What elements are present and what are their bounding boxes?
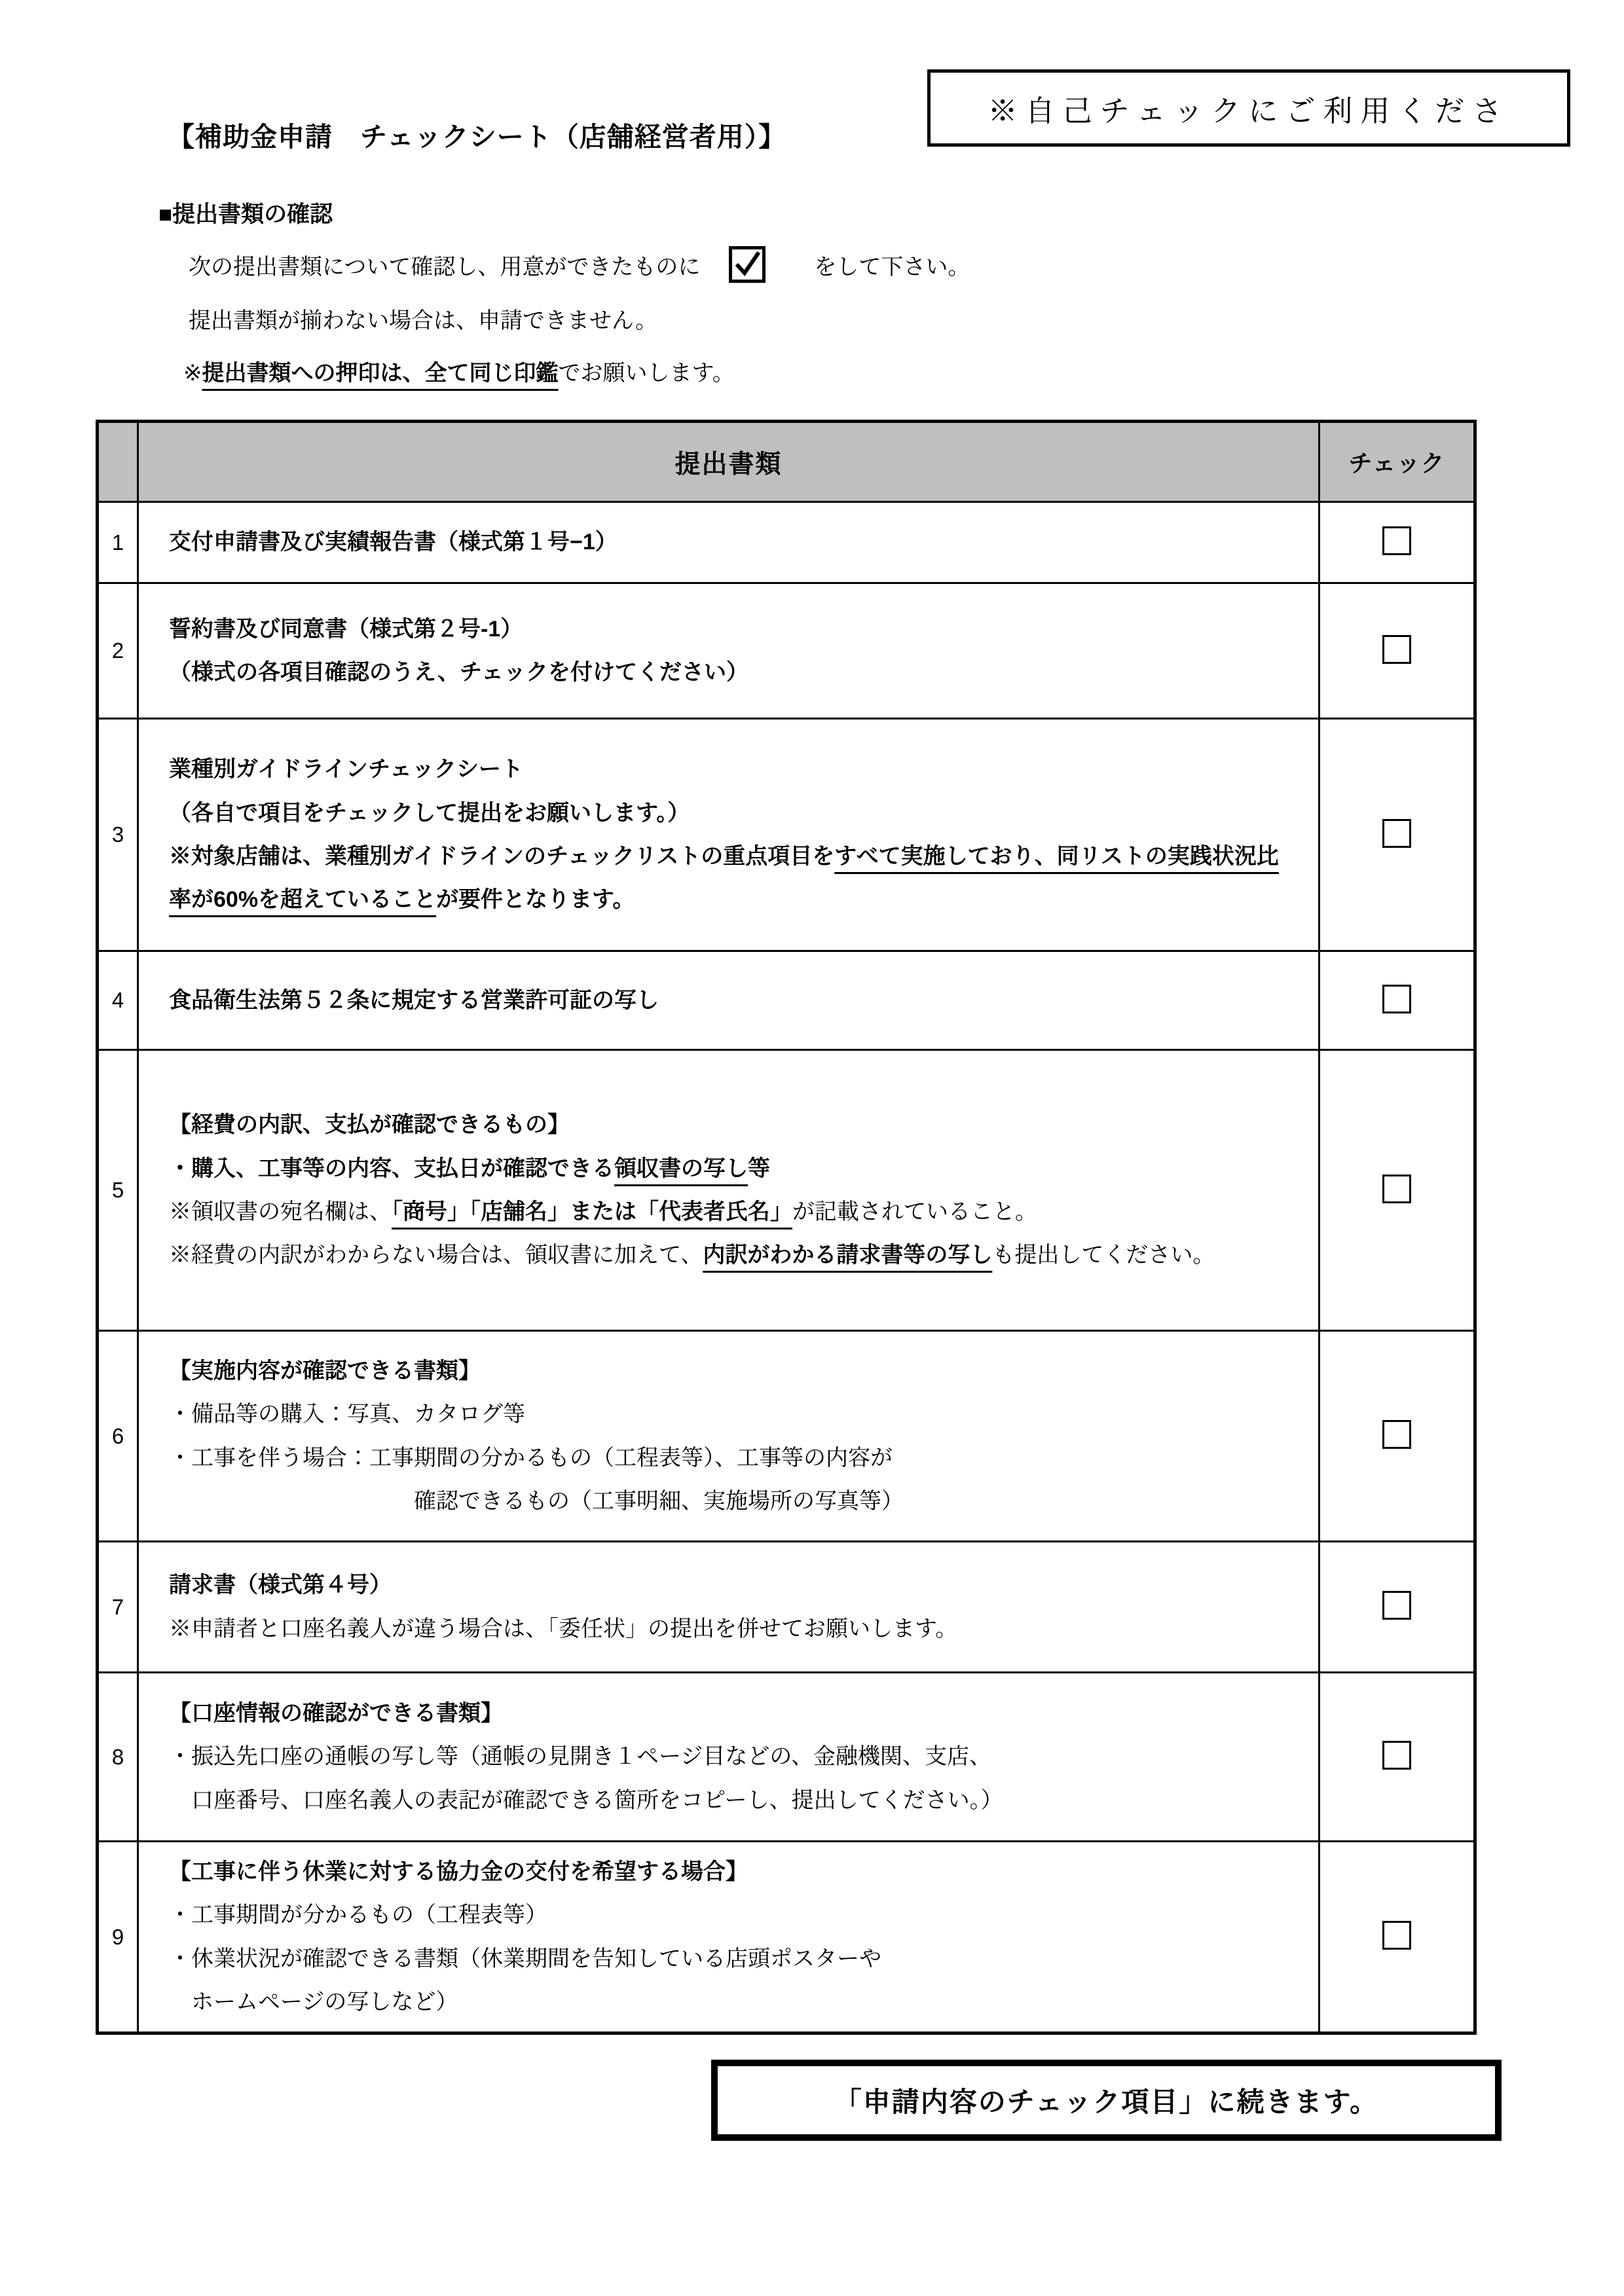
self-check-note-text: ※自己チェックにご利用くださ (987, 94, 1510, 128)
row-check-cell (1320, 502, 1475, 583)
row-number: 1 (98, 502, 138, 583)
page-title: 【補助金申請 チェックシート（店舗経営者用）】 (168, 122, 786, 152)
doc-text-segment: ※領収書の宛名欄は、 (169, 1199, 392, 1224)
section-heading: ■提出書類の確認 (158, 202, 333, 227)
header-number-cell (98, 422, 138, 502)
table-row (98, 1673, 1475, 1842)
row-documents-text (138, 1673, 1320, 1842)
row-checkbox[interactable] (1382, 1420, 1411, 1449)
doc-line (169, 748, 1295, 791)
row-number: 4 (98, 951, 138, 1050)
header-documents-cell: 提出書類 (138, 422, 1320, 502)
doc-line (169, 792, 1295, 835)
doc-line (169, 1980, 1295, 2024)
row-check-cell (1320, 1673, 1475, 1842)
doc-text-segment: 口座番号、口座名義人の表記が確認できる箇所をコピーし、提出してください。） (169, 1787, 1003, 1813)
row-documents-text (138, 1050, 1320, 1331)
doc-text-segment: （様式の各項目確認のうえ、チェックを付けてください） (169, 660, 749, 685)
doc-text-segment: 領収書の写し (614, 1156, 748, 1181)
doc-text-segment: すべて実施しており、同リストの実践状況比率が60%を超えていること (169, 844, 1279, 913)
row-number: 2 (98, 583, 138, 719)
doc-text-segment: （各自で項目をチェックして提出をお願いします。） (169, 800, 690, 826)
doc-line (169, 1190, 1295, 1233)
doc-text-segment: も提出してください。 (992, 1243, 1215, 1268)
doc-line (169, 1480, 1295, 1523)
row-check-cell (1320, 1542, 1475, 1673)
doc-text-segment: 交付申請書及び実績報告書（様式第１号−1） (169, 530, 618, 555)
doc-text-segment: 確認できるもの（工事明細、実施場所の写真等） (169, 1488, 904, 1514)
intro-note-suffix: でお願いします。 (558, 361, 735, 386)
row-check-cell (1320, 951, 1475, 1050)
doc-text-segment: ・工事期間が分かるもの（工程表等） (169, 1903, 547, 1928)
intro-line1-before: 次の提出書類について確認し、用意ができたものに (189, 254, 701, 280)
intro-line-2: 提出書類が揃わない場合は、申請できません。 (189, 308, 658, 333)
row-number: 3 (98, 719, 138, 951)
doc-text-segment: ※対象店舗は、業種別ガイドラインのチェックリストの重点項目を (169, 844, 835, 869)
doc-text-segment: 等 (748, 1156, 770, 1181)
doc-text-segment: 【実施内容が確認できる書類】 (169, 1358, 481, 1383)
row-checkbox[interactable] (1382, 1591, 1411, 1620)
doc-line (169, 1735, 1295, 1778)
doc-line (169, 1436, 1295, 1480)
doc-line (169, 608, 1295, 651)
doc-line (169, 1607, 1295, 1650)
doc-text-segment: が要件となります。 (436, 887, 635, 913)
doc-text-segment: 業種別ガイドラインチェックシート (169, 757, 523, 782)
row-checkbox[interactable] (1382, 985, 1411, 1013)
doc-line (169, 1937, 1295, 1980)
intro-note-emphasis: 提出書類への押印は、全て同じ印鑑 (202, 361, 559, 386)
row-checkbox[interactable] (1382, 635, 1411, 664)
row-check-cell (1320, 1842, 1475, 2033)
intro-note-prefix: ※ (183, 361, 202, 386)
row-documents-text (138, 583, 1320, 719)
doc-text-segment: 【工事に伴う休業に対する協力金の交付を希望する場合】 (169, 1859, 748, 1884)
row-check-cell (1320, 1331, 1475, 1542)
row-checkbox[interactable] (1382, 1741, 1411, 1770)
row-number: 7 (98, 1542, 138, 1673)
table-row (98, 1542, 1475, 1673)
doc-text-segment: が記載されていること。 (792, 1199, 1037, 1224)
table-row (98, 719, 1475, 951)
doc-text-segment: ・購入、工事等の内容、支払日が確認できる (169, 1156, 614, 1181)
continue-note-box (711, 2060, 1502, 2141)
table-row (98, 1842, 1475, 2033)
doc-line (169, 1893, 1295, 1937)
doc-text-segment: ※経費の内訳がわからない場合は、領収書に加えて、 (169, 1243, 703, 1268)
doc-line (169, 1147, 1295, 1190)
doc-line (169, 1349, 1295, 1393)
doc-text-segment: 内訳がわかる請求書等の写し (703, 1243, 993, 1268)
doc-text-segment: 請求書（様式第４号） (169, 1573, 392, 1598)
row-number: 8 (98, 1673, 138, 1842)
table-row (98, 951, 1475, 1050)
row-documents-text (138, 719, 1320, 951)
row-checkbox[interactable] (1382, 819, 1411, 848)
documents-table (96, 420, 1477, 2035)
doc-line (169, 1563, 1295, 1607)
table-row (98, 1050, 1475, 1331)
doc-line (169, 1692, 1295, 1735)
row-number: 6 (98, 1331, 138, 1542)
table-row (98, 502, 1475, 583)
row-check-cell (1320, 719, 1475, 951)
self-check-note-box (927, 69, 1570, 147)
doc-text-segment: ・休業状況が確認できる書類（休業期間を告知している店頭ポスターや (169, 1946, 881, 1971)
row-check-cell (1320, 583, 1475, 719)
table-header-row (98, 422, 1475, 502)
doc-line (169, 1850, 1295, 1893)
doc-line (169, 835, 1295, 922)
table-row (98, 583, 1475, 719)
doc-text-segment: 食品衛生法第５２条に規定する営業許可証の写し (169, 987, 659, 1013)
table-row (98, 1331, 1475, 1542)
doc-line (169, 651, 1295, 694)
intro-line-3 (183, 355, 735, 387)
header-check-cell: チェック (1320, 422, 1475, 502)
doc-line (169, 1779, 1295, 1822)
doc-line (169, 979, 1295, 1022)
row-documents-text (138, 951, 1320, 1050)
doc-line (169, 1233, 1295, 1277)
row-documents-text (138, 1331, 1320, 1542)
doc-line (169, 1103, 1295, 1146)
doc-text-segment: ・工事を伴う場合：工事期間の分かるもの（工程表等）、工事等の内容が (169, 1445, 893, 1470)
doc-text-segment: ※申請者と口座名義人が違う場合は、「委任状」の提出を併せてお願いします。 (169, 1616, 958, 1641)
continue-note-text: 「申請内容のチェック項目」に続きます。 (834, 2086, 1379, 2117)
doc-text-segment: 【口座情報の確認ができる書類】 (169, 1701, 503, 1726)
intro-line1-after: をして下さい。 (814, 254, 970, 280)
row-check-cell (1320, 1050, 1475, 1331)
doc-line (169, 1393, 1295, 1436)
doc-text-segment: 「商号」「店舗名」または「代表者氏名」 (392, 1199, 792, 1224)
doc-text-segment: 【経費の内訳、支払が確認できるもの】 (169, 1112, 570, 1138)
doc-text-segment: ・振込先口座の通帳の写し等（通帳の見開き１ページ目などの、金融機関、支店、 (169, 1744, 991, 1770)
row-documents-text (138, 1542, 1320, 1673)
row-documents-text (138, 502, 1320, 583)
doc-text-segment: ・備品等の購入：写真、カタログ等 (169, 1402, 525, 1427)
doc-text-segment: 誓約書及び同意書（様式第２号-1） (169, 616, 523, 642)
row-documents-text (138, 1842, 1320, 2033)
row-number: 9 (98, 1842, 138, 2033)
intro-line-1 (189, 246, 970, 283)
row-checkbox[interactable] (1382, 1921, 1411, 1950)
row-checkbox[interactable] (1382, 526, 1411, 555)
doc-text-segment: ホームページの写しなど） (169, 1989, 458, 2014)
doc-line (169, 520, 1295, 564)
row-checkbox[interactable] (1382, 1175, 1411, 1203)
checked-checkbox-icon (729, 246, 766, 283)
row-number: 5 (98, 1050, 138, 1331)
